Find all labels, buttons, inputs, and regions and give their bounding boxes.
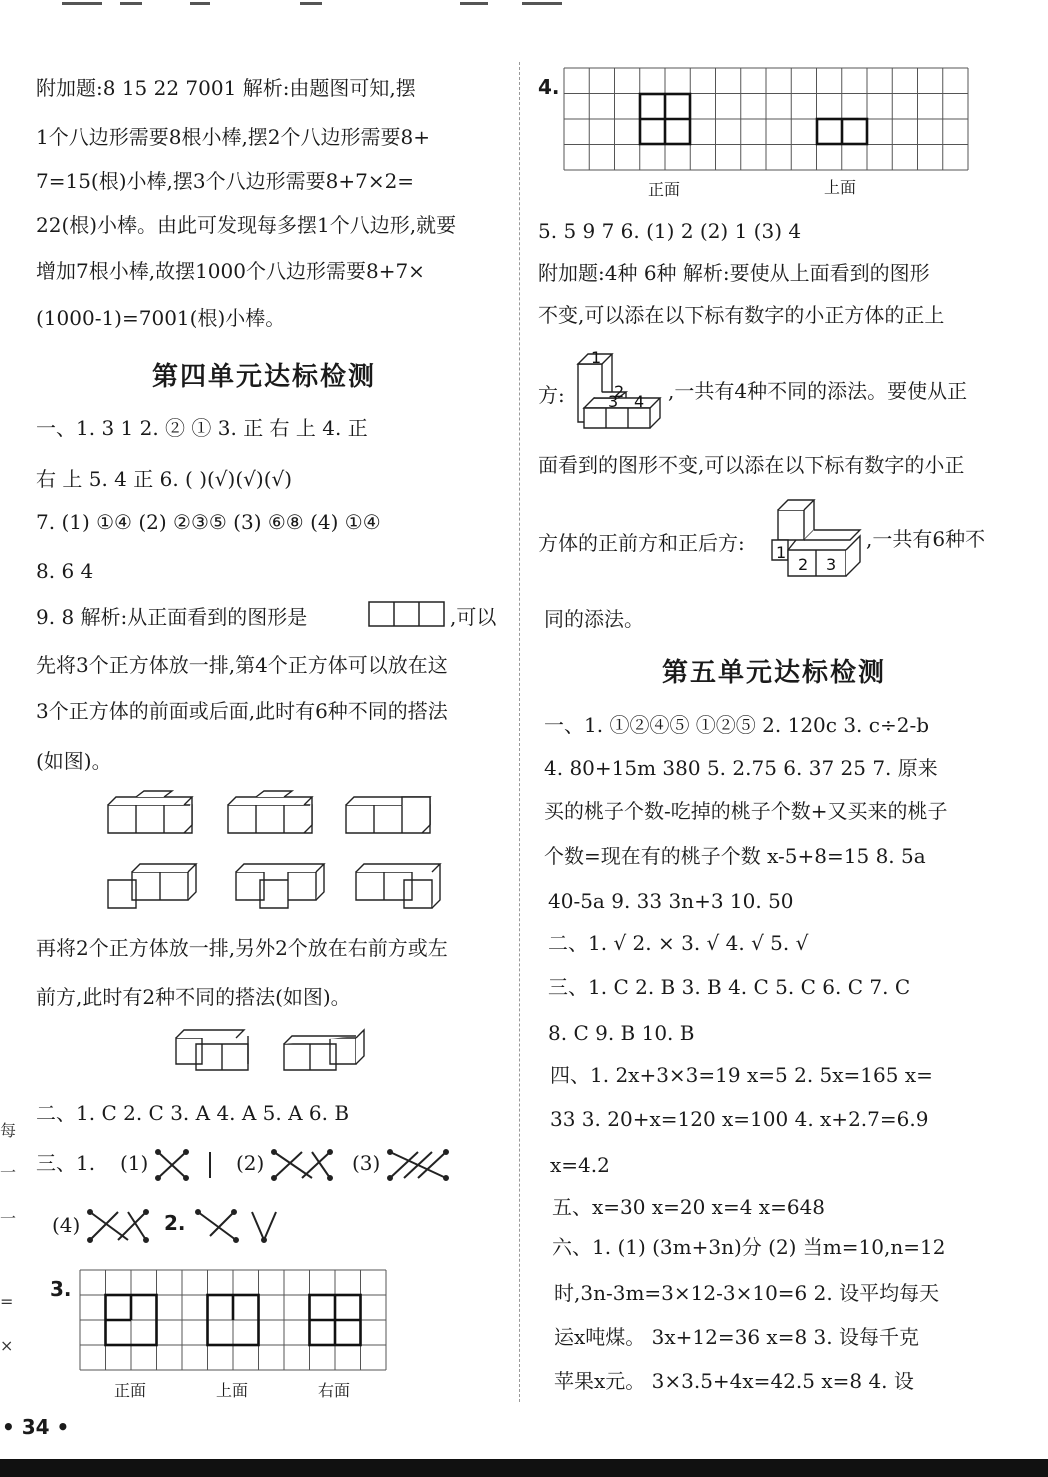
edge-char-2: 一 <box>0 1163 17 1182</box>
r-line-5: 40-5a 9. 33 3n+3 10. 50 <box>548 889 794 913</box>
match-lines-1 <box>156 1148 226 1182</box>
s3-label: 三、1. <box>36 1151 96 1175</box>
q9-line-2: 先将3个正方体放一排,第4个正方体可以放在这 <box>36 653 448 677</box>
cube-arrangements-six <box>108 790 438 910</box>
r-line-6: 二、1. √ 2. × 3. √ 4. √ 5. √ <box>548 931 809 955</box>
page-number: • 34 • <box>2 1415 70 1439</box>
three-square-figure <box>368 601 448 629</box>
r-line-10: 33 3. 20+x=120 x=100 4. x+2.7=6.9 <box>550 1107 929 1131</box>
digit-4: 4 <box>634 392 645 411</box>
r-line-15: 运x吨煤。 3x+12=36 x=8 3. 设每千克 <box>554 1325 919 1349</box>
s3-sub-4: (4) <box>52 1213 81 1237</box>
r-line-7: 三、1. C 2. B 3. B 4. C 5. C 6. C 7. C <box>548 975 911 999</box>
s1-line-3: 7. (1) ①④ (2) ②③⑤ (3) ⑥⑧ (4) ①④ <box>36 510 381 534</box>
extra-line-1: 附加题:8 15 22 7001 解析:由题图可知,摆 <box>36 76 416 100</box>
s1-line-2: 右 上 5. 4 正 6. ( )(√)(√)(√) <box>36 467 293 491</box>
s3-sub-1: (1) <box>120 1151 149 1175</box>
r-line-2: 4. 80+15m 380 5. 2.75 6. 37 25 7. 原来 <box>544 756 938 780</box>
r-line-4: 个数=现在有的桃子个数 x-5+8=15 8. 5a <box>544 844 926 868</box>
s3-q2-label: 2. <box>164 1211 186 1235</box>
q56-line: 5. 5 9 7 6. (1) 2 (2) 1 (3) 4 <box>538 219 802 243</box>
r-line-3: 买的桃子个数-吃掉的桃子个数+又买来的桃子 <box>544 799 948 823</box>
unit5-title: 第五单元达标检测 <box>662 658 887 688</box>
extra-line-4: 22(根)小棒。由此可发现每多摆1个八边形,就要 <box>36 213 457 237</box>
numbered-cubes-top <box>574 348 666 428</box>
s3-q3-label: 3. <box>50 1277 72 1301</box>
bottom-scan-band <box>0 1459 1048 1477</box>
edge-char-1: 每 <box>0 1121 17 1140</box>
digit-f3: 3 <box>826 555 837 574</box>
r-line-12: 五、x=30 x=20 x=4 x=648 <box>552 1195 826 1219</box>
digit-3: 3 <box>608 392 619 411</box>
grid-label-top: 上面 <box>216 1381 249 1400</box>
s3-sub-2: (2) <box>236 1151 265 1175</box>
cube-arrangements-two <box>176 1028 386 1073</box>
edge-char-4: = <box>0 1292 14 1311</box>
r-extra-line-1: 附加题:4种 6种 解析:要使从上面看到的图形 <box>538 261 930 285</box>
q9-line-1a: 9. 8 解析:从正面看到的图形是 <box>36 605 308 629</box>
numbered-cubes-front <box>770 496 862 578</box>
r-extra-line-2: 不变,可以添在以下标有数字的小正方体的正上 <box>538 303 945 327</box>
r-line-1: 一、1. ①②④⑤ ①②⑤ 2. 120c 3. c÷2-b <box>544 713 930 737</box>
unit4-title: 第四单元达标检测 <box>152 362 377 392</box>
extra-line-3: 7=15(根)小棒,摆3个八边形需要8+7×2= <box>36 169 415 193</box>
grid-r-label-front: 正面 <box>648 180 681 199</box>
match-lines-2 <box>272 1148 334 1182</box>
s1-line-1: 一、1. 3 1 2. ② ① 3. 正 右 上 4. 正 <box>36 416 368 440</box>
extra-line-2: 1个八边形需要8根小棒,摆2个八边形需要8+ <box>36 125 431 149</box>
fang2-b: ,一共有6种不 <box>866 527 986 551</box>
q4-label: 4. <box>538 75 560 99</box>
match-lines-4 <box>88 1208 150 1244</box>
s3-sub-3: (3) <box>352 1151 381 1175</box>
q9-line-4: (如图)。 <box>36 749 112 773</box>
fang-a: 方: <box>538 383 565 407</box>
q9-more-line-1: 再将2个正方体放一排,另外2个放在右前方或左 <box>36 936 448 960</box>
fang-b: ,一共有4种不同的添法。要使从正 <box>668 379 968 403</box>
column-divider <box>519 62 520 1402</box>
digit-2: 2 <box>614 382 625 401</box>
fang2-c: 同的添法。 <box>544 607 644 631</box>
digit-f2: 2 <box>798 555 809 574</box>
r-line-14: 时,3n-3m=3×12-3×10=6 2. 设平均每天 <box>554 1281 940 1305</box>
r-line-16: 苹果x元。 3×3.5+4x=42.5 x=8 4. 设 <box>554 1369 914 1393</box>
edge-char-5: × <box>0 1336 14 1355</box>
grid-label-front: 正面 <box>114 1381 147 1400</box>
extra-line-6: (1000-1)=7001(根)小棒。 <box>36 306 286 330</box>
r-extra2-line-1: 面看到的图形不变,可以添在以下标有数字的小正 <box>538 453 965 477</box>
grid-views-left <box>80 1270 390 1374</box>
digit-1: 1 <box>591 348 602 367</box>
q9-line-3: 3个正方体的前面或后面,此时有6种不同的搭法 <box>36 699 448 723</box>
extra-line-5: 增加7根小棒,故摆1000个八边形需要8+7× <box>36 259 425 283</box>
s1-line-4: 8. 6 4 <box>36 559 94 583</box>
grid-views-right <box>564 68 970 174</box>
q9-more-line-2: 前方,此时有2种不同的搭法(如图)。 <box>36 985 351 1009</box>
grid-r-label-top: 上面 <box>824 178 857 197</box>
match-lines-3 <box>388 1148 450 1182</box>
edge-char-3: 一 <box>0 1209 17 1228</box>
digit-f1: 1 <box>776 543 787 562</box>
fang2-a: 方体的正前方和正后方: <box>538 531 745 555</box>
r-line-8: 8. C 9. B 10. B <box>548 1021 695 1045</box>
r-line-9: 四、1. 2x+3×3=19 x=5 2. 5x=165 x= <box>550 1063 933 1087</box>
top-scan-marks <box>0 0 1048 10</box>
r-line-13: 六、1. (1) (3m+3n)分 (2) 当m=10,n=12 <box>552 1235 946 1259</box>
s2-line: 二、1. C 2. C 3. A 4. A 5. A 6. B <box>36 1101 350 1125</box>
r-line-11: x=4.2 <box>550 1153 610 1177</box>
grid-label-right: 右面 <box>318 1381 351 1400</box>
q9-line-1b: ,可以 <box>450 605 497 629</box>
match-lines-q2 <box>196 1208 282 1244</box>
